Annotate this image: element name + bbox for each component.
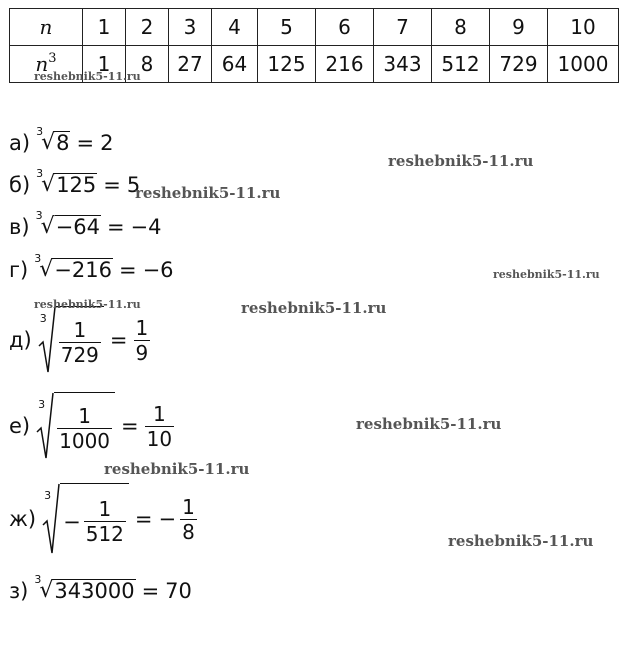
equation-v	[9, 209, 162, 239]
numerator: 1	[135, 315, 149, 340]
denominator: 10	[146, 426, 173, 451]
equation-label: г)	[9, 257, 29, 282]
watermark: reshebnik5-11.ru	[493, 268, 600, 281]
table-cell: 1000	[548, 46, 619, 83]
table-cell: 2	[126, 9, 169, 46]
radicand	[54, 392, 115, 460]
equation-a	[9, 125, 114, 155]
equation-label: е)	[9, 414, 31, 438]
watermark: reshebnik5-11.ru	[356, 415, 502, 433]
watermark: reshebnik5-11.ru	[388, 152, 534, 170]
root-index: 3	[34, 252, 42, 265]
equals-sign: =	[76, 130, 95, 155]
equals-sign: =	[103, 172, 121, 197]
equation-label: б)	[9, 172, 31, 197]
equals-sign: =	[109, 328, 128, 352]
radicand	[60, 483, 129, 555]
result-fraction	[180, 495, 197, 544]
minus-sign: −	[158, 507, 177, 531]
root-index: 3	[36, 125, 44, 138]
denominator: 512	[85, 522, 124, 546]
root-index: 3	[39, 312, 47, 325]
table-cell: 512	[432, 46, 490, 83]
fraction	[59, 318, 101, 367]
result: 2	[100, 130, 114, 155]
result: 70	[165, 578, 192, 603]
watermark: reshebnik5-11.ru	[135, 184, 281, 202]
table-cell: 5	[258, 9, 316, 46]
table-cell: 3	[169, 9, 212, 46]
row-label-n: n	[10, 9, 83, 46]
root-index: 3	[35, 209, 43, 222]
fraction	[57, 404, 112, 453]
result-fraction	[145, 402, 174, 451]
denominator: 8	[182, 519, 195, 544]
equals-sign: =	[141, 578, 160, 603]
radical	[42, 483, 129, 555]
table-cell: 125	[258, 46, 316, 83]
equation-d	[9, 306, 150, 374]
result: −4	[130, 214, 162, 239]
table-cell: 64	[212, 46, 258, 83]
table-cell: 216	[316, 46, 374, 83]
radicand: 343000	[54, 579, 135, 603]
radical-sign: √	[39, 257, 54, 282]
minus-sign: −	[63, 509, 81, 534]
radical-sign: √	[39, 578, 54, 603]
result: 5	[126, 172, 141, 197]
row-label-cube-base: n	[35, 52, 49, 76]
radicand	[56, 306, 104, 374]
equation-z	[9, 573, 192, 603]
radical-sign: √	[40, 214, 55, 239]
table-cell: 1	[83, 9, 126, 46]
equation-g	[9, 252, 174, 282]
fraction	[84, 497, 126, 546]
equals-sign: =	[134, 507, 153, 531]
denominator: 1000	[59, 429, 111, 453]
table-cell: 8	[126, 46, 169, 83]
radicand: 125	[56, 173, 97, 197]
root-index: 3	[38, 398, 46, 411]
radical-sign: √	[41, 130, 56, 155]
table-cell: 1	[83, 46, 126, 83]
radical	[38, 306, 104, 374]
numerator: 1	[153, 401, 166, 426]
equation-label: з)	[9, 578, 29, 603]
table-cell: 10	[548, 9, 619, 46]
root-index: 3	[36, 167, 44, 180]
numerator: 1	[78, 404, 91, 428]
row-label-cube-exponent: 3	[48, 51, 57, 66]
equation-label: ж)	[9, 507, 37, 531]
table-cell: 729	[490, 46, 548, 83]
radicand: 8	[56, 131, 70, 155]
denominator: 729	[60, 343, 99, 367]
equals-sign: =	[121, 414, 139, 438]
equation-label: в)	[9, 214, 30, 239]
table-row-n	[10, 9, 619, 46]
equation-zh	[9, 483, 197, 555]
table-cell: 4	[212, 9, 258, 46]
numerator: 1	[73, 318, 87, 342]
numerator: 1	[98, 497, 112, 521]
result: −6	[142, 257, 174, 282]
result-fraction	[134, 316, 151, 365]
table-cell: 9	[490, 9, 548, 46]
watermark: reshebnik5-11.ru	[241, 299, 387, 317]
table-cell: 6	[316, 9, 374, 46]
radicand: −216	[54, 258, 112, 282]
equation-e	[9, 392, 174, 460]
equation-label: а)	[9, 130, 31, 155]
equals-sign: =	[106, 214, 125, 239]
table-cell: 8	[432, 9, 490, 46]
table-cell: 27	[169, 46, 212, 83]
watermark: reshebnik5-11.ru	[104, 460, 250, 478]
equation-label: д)	[9, 328, 32, 352]
radical	[36, 392, 115, 460]
root-index: 3	[44, 489, 52, 502]
table-cell: 343	[374, 46, 432, 83]
radicand: −64	[55, 215, 100, 239]
numerator: 1	[182, 494, 195, 519]
watermark: reshebnik5-11.ru	[34, 70, 141, 83]
equation-b	[9, 167, 141, 197]
watermark: reshebnik5-11.ru	[34, 298, 141, 311]
table-cell: 7	[374, 9, 432, 46]
denominator: 9	[135, 340, 149, 365]
watermark: reshebnik5-11.ru	[448, 532, 594, 550]
equals-sign: =	[118, 257, 137, 282]
radical-sign: √	[41, 172, 56, 197]
root-index: 3	[34, 573, 42, 586]
